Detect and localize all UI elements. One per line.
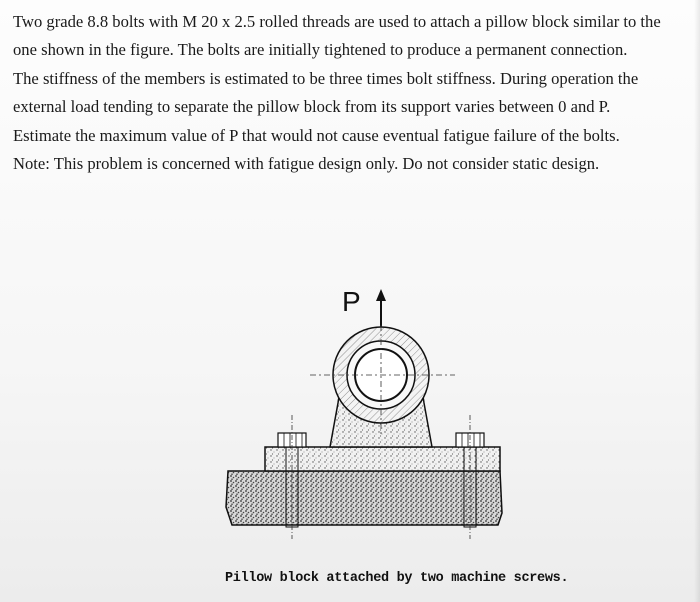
problem-line-1: Two grade 8.8 bolts with M 20 x 2.5 rolled threads are used to attach a pillow block similar to the — [13, 12, 661, 31]
problem-line-5: Estimate the maximum value of P that would not cause eventual fatigue failure of the bolts. — [13, 125, 620, 145]
problem-line-4: external load tending to separate the pillow block from its support varies between 0 and P. — [13, 97, 611, 117]
problem-line-6: Note: This problem is concerned with fatigue design only. Do not consider static design. — [13, 154, 600, 174]
problem-statement — [13, 8, 693, 178]
pillow-block-figure — [210, 275, 510, 565]
page-edge-shadow — [694, 0, 700, 602]
problem-line-3: The stiffness of the members is estimated to be three times bolt stiffness. During operation the — [13, 68, 639, 88]
pillow-block — [265, 327, 500, 471]
load-label: P — [342, 286, 361, 317]
problem-line-2: one shown in the figure. The bolts are initially tightened to produce a permanent connection. — [13, 40, 628, 60]
base-support — [226, 471, 502, 525]
figure-caption: Pillow block attached by two machine screws. — [225, 571, 569, 586]
